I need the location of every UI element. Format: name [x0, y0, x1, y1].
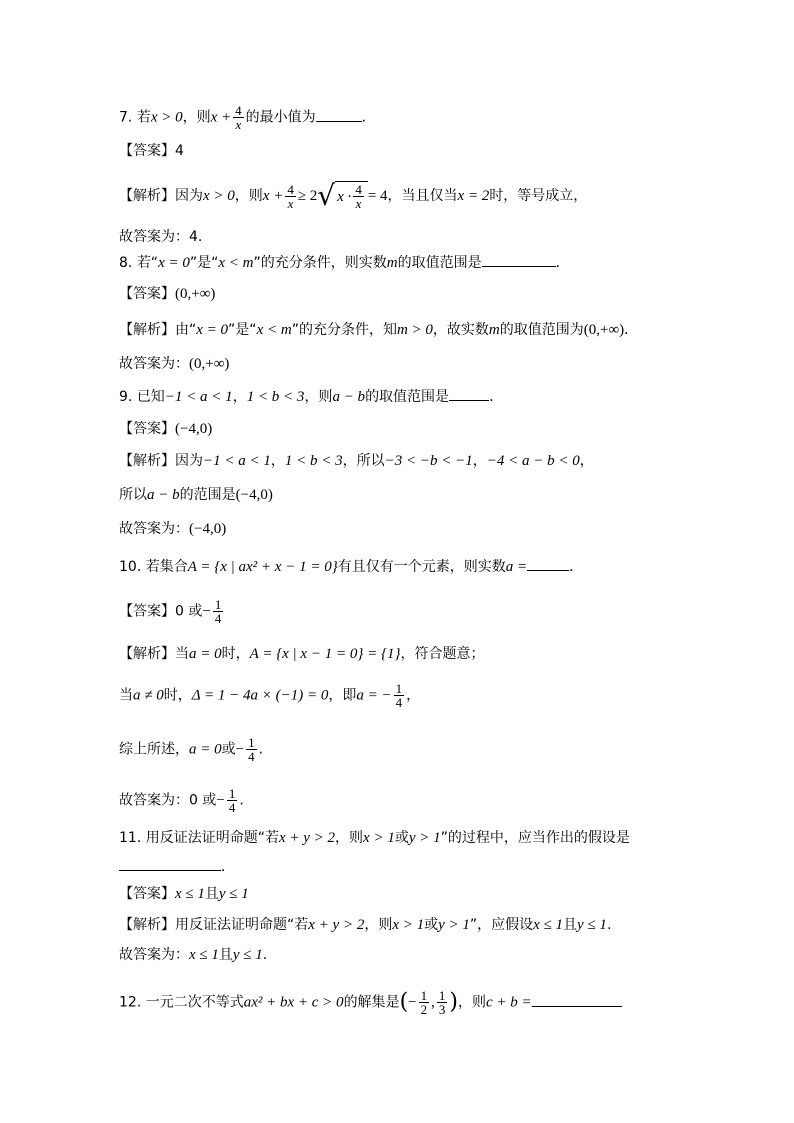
answer-blank	[527, 556, 569, 571]
explanation-label: 【解析】	[119, 322, 175, 338]
explanation-9-line-2: 所以a − b的范围是(−4,0)	[119, 487, 273, 503]
question-number: 7.	[119, 109, 133, 126]
explanation-label: 【解析】	[119, 646, 175, 662]
explanation-10-line-2: 当a ≠ 0时，Δ = 1 − 4a × (−1) = 0，即a = − $\frac{1}{4}$ ，	[119, 681, 421, 710]
question-9: 9. 已知−1 < a < 1，1 < b < 3，则a − b的取值范围是 .	[119, 386, 494, 407]
final-answer-8: 故答案为：(0,+∞)	[119, 356, 230, 372]
answer-9: 【答案】(−4,0)	[119, 421, 213, 437]
answer-blank	[482, 252, 556, 267]
explanation-7: 【解析】因为x > 0，则x + $\frac{4}{x}$ ≥ 2 √ x · $\frac{4}{x}$ = 4，当且仅当x = 2时，等号成立，	[119, 179, 588, 212]
question-number: 10.	[119, 559, 142, 575]
question-number: 12.	[119, 994, 142, 1011]
answer-8: 【答案】(0,+∞)	[119, 286, 216, 302]
question-number: 11.	[119, 830, 142, 846]
final-answer-9: 故答案为：(−4,0)	[119, 521, 227, 537]
final-answer-11: 故答案为：x ≤ 1且y ≤ 1.	[119, 947, 268, 963]
answer-label: 【答案】	[119, 286, 175, 302]
explanation-label: 【解析】	[119, 453, 175, 469]
question-12: 12. 一元二次不等式ax² + bx + c > 0的解集是(− $\frac{1}{2}$ , $\frac{1}{3}$ )，则c + b =	[119, 989, 622, 1016]
answer-10: 【答案】0 或− $\frac{1}{4}$	[119, 597, 222, 626]
answer-label: 【答案】	[119, 143, 175, 159]
explanation-10-line-3: 综上所述，a = 0或− $\frac{1}{4}$ .	[119, 735, 264, 764]
answer-blank	[119, 856, 221, 871]
question-number: 8.	[119, 255, 133, 271]
question-11: 11. 用反证法证明命题“若x + y > 2，则x > 1或y > 1”的过程中，应当作出的假设是	[119, 830, 630, 846]
explanation-label: 【解析】	[119, 917, 175, 933]
explanation-9: 【解析】因为−1 < a < 1，1 < b < 3，所以−3 < −b < −1，−4 < a − b < 0，	[119, 453, 594, 469]
final-answer-7: 故答案为：4.	[119, 229, 203, 245]
answer-label: 【答案】	[119, 886, 175, 902]
explanation-10: 【解析】当a = 0时，A = {x | x − 1 = 0} = {1}，符合题意；	[119, 646, 485, 662]
explanation-8: 【解析】由“x = 0”是“x < m”的充分条件，知m > 0，故实数m的取值范围为(0,+∞)．	[119, 322, 639, 338]
fraction: $\frac{4}{x}$	[235, 103, 242, 132]
answer-blank	[449, 386, 489, 401]
question-7: 7. 若x > 0，则x + $\frac{4}{x}$ 的最小值为 ．	[119, 103, 376, 132]
answer-blank	[316, 107, 362, 122]
question-11-line-2: ．	[119, 856, 235, 877]
answer-11: 【答案】x ≤ 1且y ≤ 1	[119, 886, 249, 902]
square-root: √ x · $\frac{4}{x}$	[317, 181, 368, 211]
question-8: 8. 若“x = 0”是“x < m”的充分条件，则实数m的取值范围是 ．	[119, 252, 570, 273]
final-answer-10: 故答案为：0 或− $\frac{1}{4}$ .	[119, 786, 244, 815]
question-number: 9.	[119, 389, 133, 405]
answer-label: 【答案】	[119, 603, 175, 620]
answer-blank	[532, 992, 622, 1007]
answer-label: 【答案】	[119, 421, 175, 437]
answer-7: 【答案】4	[119, 143, 184, 159]
explanation-label: 【解析】	[119, 188, 175, 204]
question-10: 10. 若集合A = {x | ax² + x − 1 = 0}有且仅有一个元素，则实数a = ．	[119, 556, 583, 577]
explanation-11: 【解析】用反证法证明命题“若x + y > 2，则x > 1或y > 1”，应假设x ≤ 1且y ≤ 1.	[119, 917, 612, 933]
